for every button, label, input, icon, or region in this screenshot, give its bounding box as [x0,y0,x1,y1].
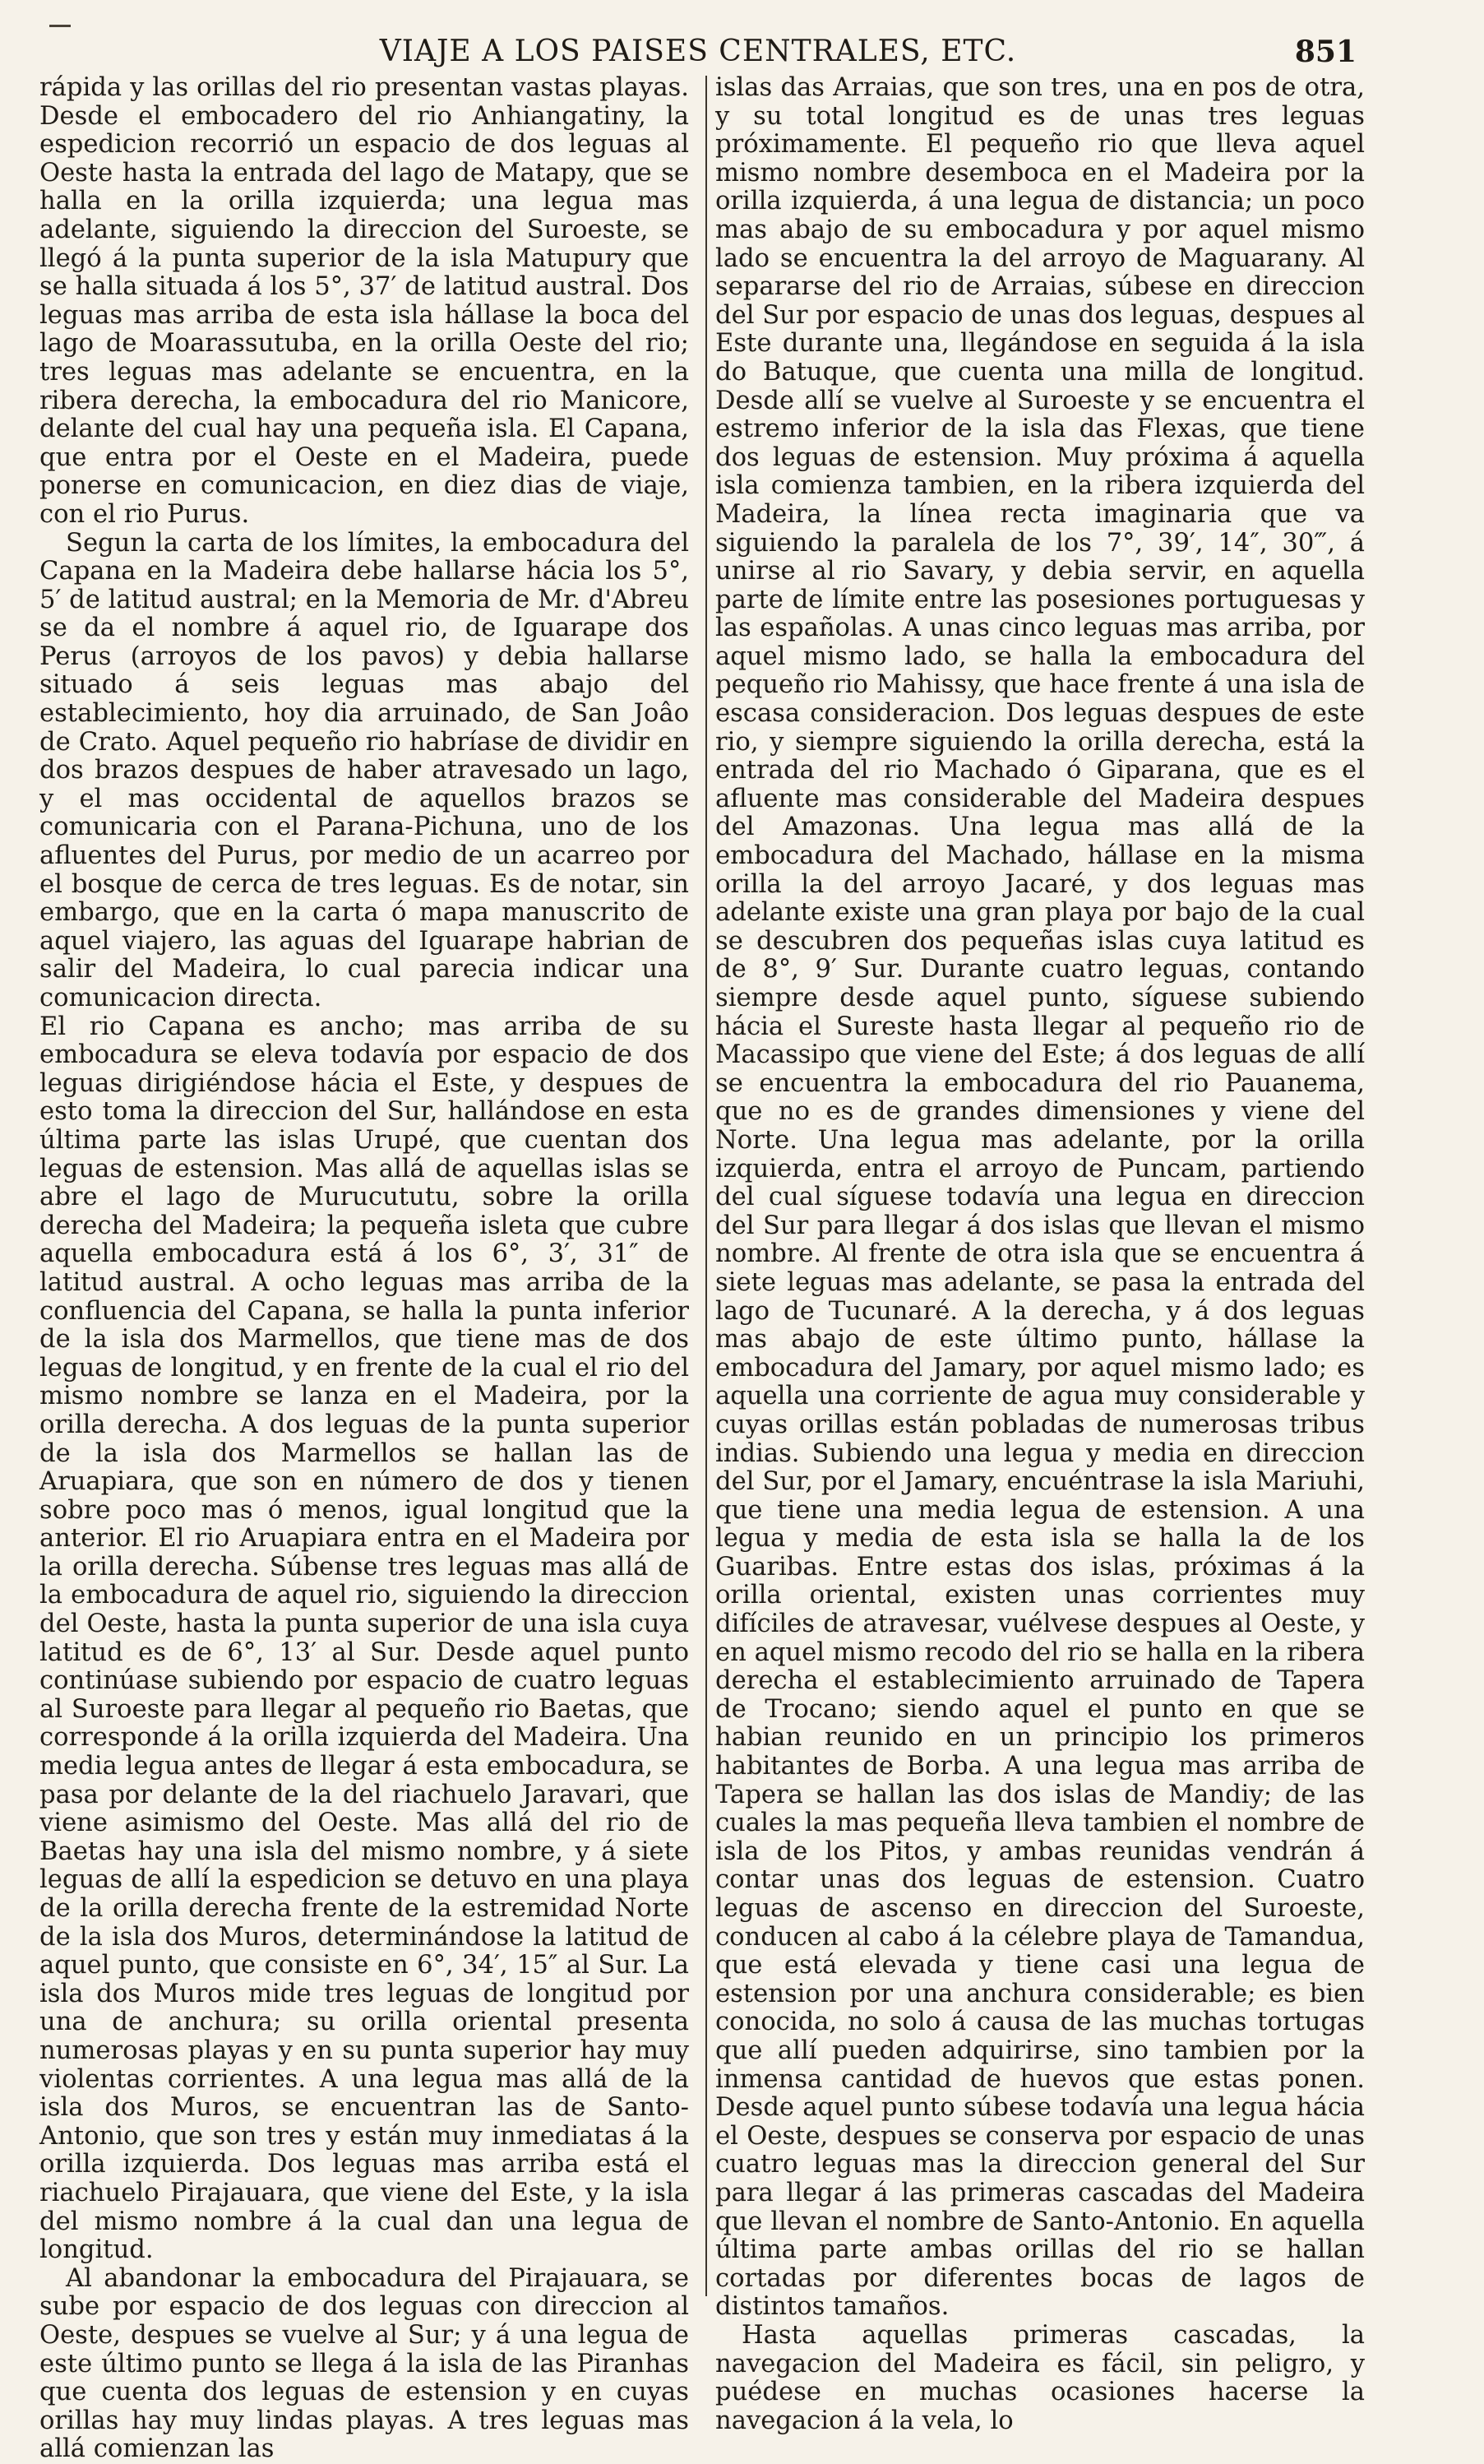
left-column [39,73,689,2464]
right-column [715,73,1365,2435]
paragraph: rápida y las orillas del rio presentan vastas playas. Desde el embocadero del rio Anhiangatiny, la espedicion recorrió un espacio de dos leguas al Oeste hasta la entrada del lago de Matapy, que se halla en la orilla izquierda; una legua mas adelante, siguiendo la direccion del Suroeste, se llegó á la punta superior de la isla Matupury que se halla situada á los 5°, 37′ de latitud austral. Dos leguas mas arriba de esta isla hállase la boca del lago de Moarassutuba, en la orilla Oeste del rio; tres leguas mas adelante se encuentra, en la ribera derecha, la embocadura del rio Manicore, delante del cual hay una pequeña isla. El Capana, que entra por el Oeste en el Madeira, puede ponerse en comunicacion, en diez dias de viaje, con el rio Purus. [39,73,689,529]
running-head [39,35,1357,79]
paragraph: Hasta aquellas primeras cascadas, la navegacion del Madeira es fácil, sin peligro, y puédese en muchas ocasiones hacerse la navegacion á la vela, lo [715,2320,1365,2435]
corner-mark [49,25,71,27]
column-divider [705,76,707,2296]
page-number: 851 [1294,35,1357,69]
paragraph: El rio Capana es ancho; mas arriba de su embocadura se eleva todavía por espacio de dos leguas dirigiéndose hácia el Este, y despues de esto toma la direccion del Sur, hallándose en esta última parte las islas Urupé, que cuentan dos leguas de estension. Mas allá de aquellas islas se abre el lago de Murucututu, sobre la orilla derecha del Madeira; la pequeña isleta que cubre aquella embocadura está á los 6°, 3′, 31″ de latitud austral. A ocho leguas mas arriba de la confluencia del Capana, se halla la punta inferior de la isla dos Marmellos, que tiene mas de dos leguas de longitud, y en frente de la cual el rio del mismo nombre se lanza en el Madeira, por la orilla derecha. A dos leguas de la punta superior de la isla dos Marmellos se hallan las de Aruapiara, que son en número de dos y tienen sobre poco mas ó menos, igual longitud que la anterior. El rio Aruapiara entra en el Madeira por la orilla derecha. Súbense tres leguas mas allá de la embocadura de aquel rio, siguiendo la direccion del Oeste, hasta la punta superior de una isla cuya latitud es de 6°, 13′ al Sur. Desde aquel punto continúase subiendo por espacio de cuatro leguas al Suroeste para llegar al pequeño rio Baetas, que corresponde á la orilla izquierda del Madeira. Una media legua antes de llegar á esta embocadura, se pasa por delante de la del riachuelo Jaravari, que viene asimismo del Oeste. Mas allá del rio de Baetas hay una isla del mismo nombre, y á siete leguas de allí la espedicion se detuvo en una playa de la orilla derecha frente de la estremidad Norte de la isla dos Muros, determinándose la latitud de aquel punto, que consiste en 6°, 34′, 15″ al Sur. La isla dos Muros mide tres leguas de longitud por una de anchura; su orilla oriental presenta numerosas playas y en su punta superior hay muy violentas corrientes. A una legua mas allá de la isla dos Muros, se encuentran las de Santo-Antonio, que son tres y están muy inmediatas á la orilla izquierda. Dos leguas mas arriba está el riachuelo Pirajauara, que viene del Este, y la isla del mismo nombre á la cual dan una legua de longitud. [39,1012,689,2265]
paragraph: islas das Arraias, que son tres, una en pos de otra, y su total longitud es de unas tres leguas próximamente. El pequeño rio que lleva aquel mismo nombre desemboca en el Madeira por la orilla izquierda, á una legua de distancia; un poco mas abajo de su embocadura y por aquel mismo lado se encuentra la del arroyo de Maguarany. Al separarse del rio de Arraias, súbese en direccion del Sur por espacio de unas dos leguas, despues al Este durante una, llegándose en seguida á la isla do Batuque, que cuenta una milla de longitud. Desde allí se vuelve al Suroeste y se encuentra el estremo inferior de la isla das Flexas, que tiene dos leguas de estension. Muy próxima á aquella isla comienza tambien, en la ribera izquierda del Madeira, la línea recta imaginaria que va siguiendo la paralela de los 7°, 39′, 14″, 30‴, á unirse al rio Savary, y debia servir, en aquella parte de límite entre las posesiones portuguesas y las españolas. A unas cinco leguas mas arriba, por aquel mismo lado, se halla la embocadura del pequeño rio Mahissy, que hace frente á una isla de escasa consideracion. Dos leguas despues de este rio, y siempre siguiendo la orilla derecha, está la entrada del rio Machado ó Giparana, que es el afluente mas considerable del Madeira despues del Amazonas. Una legua mas allá de la embocadura del Machado, hállase en la misma orilla la del arroyo Jacaré, y dos leguas mas adelante existe una gran playa por bajo de la cual se descubren dos pequeñas islas cuya latitud es de 8°, 9′ Sur. Durante cuatro leguas, contando siempre desde aquel punto, síguese subiendo hácia el Sureste hasta llegar al pequeño rio de Macassipo que viene del Este; á dos leguas de allí se encuentra la embocadura del rio Pauanema, que no es de grandes dimensiones y viene del Norte. Una legua mas adelante, por la orilla izquierda, entra el arroyo de Puncam, partiendo del cual síguese todavía una legua en direccion del Sur para llegar á dos islas que llevan el mismo nombre. Al frente de otra isla que se encuentra á siete leguas mas adelante, se pasa la entrada del lago de Tucunaré. A la derecha, y á dos leguas mas abajo de este último punto, hállase la embocadura del Jamary, por aquel mismo lado; es aquella una corriente de agua muy considerable y cuyas orillas están pobladas de numerosas tribus indias. Subiendo una legua y media en direccion del Sur, por el Jamary, encuéntrase la isla Mariuhi, que tiene una media legua de estension. A una legua y media de esta isla se halla la de los Guaribas. Entre estas dos islas, próximas á la orilla oriental, existen unas corrientes muy difíciles de atravesar, vuélvese despues al Oeste, y en aquel mismo recodo del rio se halla en la ribera derecha el establecimiento arruinado de Tapera de Trocano; siendo aquel el punto en que se habian reunido en un principio los primeros habitantes de Borba. A una legua mas arriba de Tapera se hallan las dos islas de Mandiy; de las cuales la mas pequeña lleva tambien el nombre de isla de los Pitos, y ambas reunidas vendrán á contar unas dos leguas de estension. Cuatro leguas de ascenso en direccion del Suroeste, conducen al cabo á la célebre playa de Tamandua, que está elevada y tiene casi una legua de estension por una anchura considerable; es bien conocida, no solo á causa de las muchas tortugas que allí pueden adquirirse, sino tambien por la inmensa cantidad de huevos que estas ponen. Desde aquel punto súbese todavía una legua hácia el Oeste, despues se conserva por espacio de unas cuatro leguas mas la direccion general del Sur para llegar á las primeras cascadas del Madeira que llevan el nombre de Santo-Antonio. En aquella última parte ambas orillas del rio se hallan cortadas por diferentes bocas de lagos de distintos tamaños. [715,73,1365,2322]
paragraph: Al abandonar la embocadura del Pirajauara, se sube por espacio de dos leguas con direccion al Oeste, despues se vuelve al Sur; y á una legua de este último punto se llega á la isla de las Piranhas que cuenta dos leguas de estension y en cuyas orillas hay muy lindas playas. A tres leguas mas allá comienzan las [39,2263,689,2464]
running-title: VIAJE A LOS PAISES CENTRALES, ETC. [379,35,1017,68]
paragraph: Segun la carta de los límites, la embocadura del Capana en la Madeira debe hallarse hácia los 5°, 5′ de latitud austral; en la Memoria de Mr. d'Abreu se da el nombre á aquel rio, de Iguarape dos Perus (arroyos de los pavos) y debia hallarse situado á seis leguas mas abajo del establecimiento, hoy dia arruinado, de San Joâo de Crato. Aquel pequeño rio habríase de dividir en dos brazos despues de haber atravesado un lago, y el mas occidental de aquellos brazos se comunicaria con el Parana-Pichuna, uno de los afluentes del Purus, por medio de un acarreo por el bosque de cerca de tres leguas. Es de notar, sin embargo, que en la carta ó mapa manuscrito de aquel viajero, las aguas del Iguarape habrian de salir del Madeira, lo cual parecia indicar una comunicacion directa. [39,528,689,1012]
